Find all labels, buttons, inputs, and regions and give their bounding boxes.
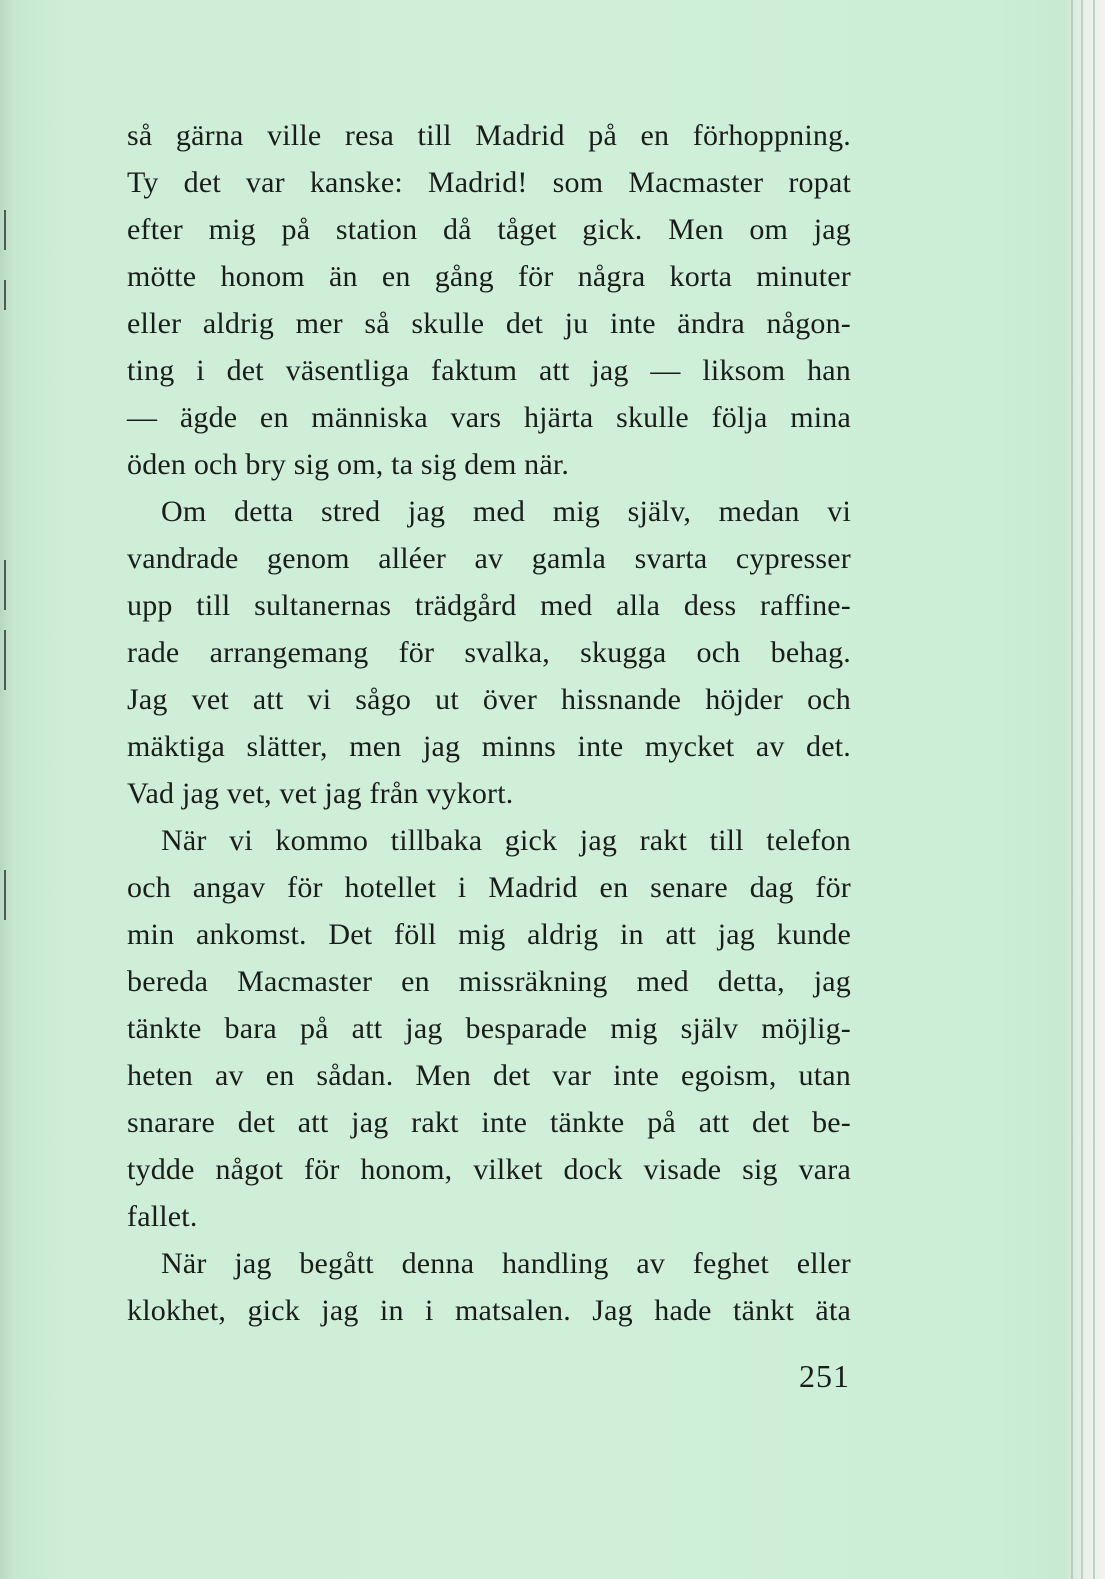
page-number: 251: [799, 1358, 850, 1394]
page-right-edge: [1065, 0, 1105, 1579]
text-line: fallet.: [127, 1200, 198, 1233]
text-line: efter mig på station då tåget gick. Men om jag: [127, 213, 851, 246]
text-line: bereda Macmaster en missräkning med detta, jag: [127, 965, 851, 998]
text-line: tänkte bara på att jag besparade mig själv möjlig-: [127, 1012, 851, 1045]
body-text: [127, 112, 851, 1334]
paragraph: [127, 1240, 851, 1334]
text-line: Vad jag vet, vet jag från vykort.: [127, 777, 514, 810]
text-line: Ty det var kanske: Madrid! som Macmaster ropat: [127, 166, 851, 199]
page-edge-line: [1093, 0, 1095, 1579]
text-line: heten av en sådan. Men det var inte egoism, utan: [127, 1059, 851, 1092]
text-line: När jag begått denna handling av feghet eller: [161, 1247, 851, 1280]
text-line: Jag vet att vi sågo ut över hissnande höjder och: [127, 683, 851, 716]
text-line: vandrade genom alléer av gamla svarta cypresser: [127, 542, 851, 575]
page-edge-line: [1081, 0, 1083, 1579]
gutter-mark: [4, 210, 6, 250]
text-line: rade arrangemang för svalka, skugga och behag.: [127, 636, 851, 669]
text-line: så gärna ville resa till Madrid på en förhoppning.: [127, 119, 851, 152]
gutter-mark: [4, 280, 6, 310]
text-line: min ankomst. Det föll mig aldrig in att jag kunde: [127, 918, 851, 951]
text-line: eller aldrig mer så skulle det ju inte ändra någon-: [127, 307, 851, 340]
gutter-mark: [4, 870, 6, 920]
text-line: Om detta stred jag med mig själv, medan vi: [161, 495, 851, 528]
text-line: och angav för hotellet i Madrid en senare dag för: [127, 871, 851, 904]
paragraph: [127, 112, 851, 488]
text-line: snarare det att jag rakt inte tänkte på att det be-: [127, 1106, 851, 1139]
paragraph: [127, 817, 851, 1240]
text-line: — ägde en människa vars hjärta skulle följa mina: [127, 401, 851, 434]
text-line: upp till sultanernas trädgård med alla dess raffine-: [127, 589, 851, 622]
gutter-mark: [4, 630, 6, 690]
text-line: ting i det väsentliga faktum att jag — liksom han: [127, 354, 851, 387]
text-line: klokhet, gick jag in i matsalen. Jag hade tänkt äta: [127, 1294, 851, 1327]
text-line: öden och bry sig om, ta sig dem när.: [127, 448, 570, 481]
page-edge-line: [1071, 0, 1073, 1579]
gutter-mark: [4, 560, 6, 610]
text-line: mäktiga slätter, men jag minns inte mycket av det.: [127, 730, 851, 763]
paragraph: [127, 488, 851, 817]
text-line: tydde något för honom, vilket dock visade sig vara: [127, 1153, 851, 1186]
page-left-edge: [0, 0, 14, 1579]
text-line: När vi kommo tillbaka gick jag rakt till telefon: [161, 824, 851, 857]
text-line: mötte honom än en gång för några korta minuter: [127, 260, 851, 293]
